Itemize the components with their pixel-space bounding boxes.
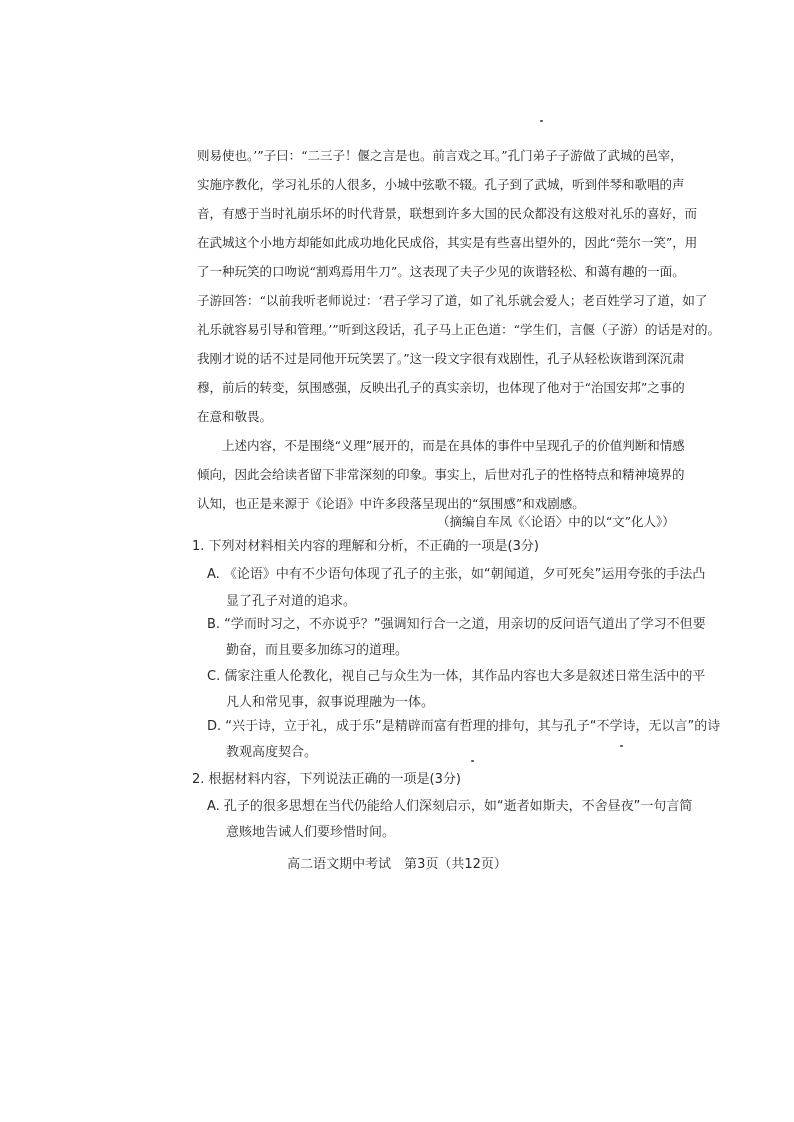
option-a-line-1: A. 孔子的很多思想在当代仍能给人们深刻启示，如“逝者如斯夫，不舍昼夜”一句言简: [207, 799, 693, 814]
passage-line: 实施序教化，学习礼乐的人很多，小城中弦歌不辍。孔子到了武城，听到伴琴和歌唱的声: [197, 177, 685, 192]
passage-line: 倾向，因此会给读者留下非常深刻的印象。事实上，后世对孔子的性格特点和精神境界的: [197, 467, 685, 482]
passage-line: 在意和敬畏。: [197, 409, 273, 424]
passage-line: 子游回答：“以前我听老师说过：‘君子学习了道，如了礼乐就会爱人；老百姓学习了道，如了: [197, 293, 708, 308]
source-citation: （摘编自车凤《〈论语〉中的以“文”化人》）: [437, 514, 675, 529]
question-stem: 2. 根据材料内容，下列说法正确的一项是(3分): [192, 772, 461, 787]
option-c-line-1: C. 儒家注重人伦教化，视自己与众生为一体，其作品内容也大多是叙述日常生活中的平: [207, 669, 706, 684]
passage-line: 我刚才说的话不过是同他开玩笑罢了。”这一段文字很有戏剧性，孔子从轻松诙谐到深沉肃: [197, 351, 685, 366]
scan-speck: [540, 120, 543, 122]
page-footer: 高二语文期中考试 第3页（共12页）: [287, 857, 507, 872]
passage-line: 上述内容，不是围绕“义理”展开的，而是在具体的事件中呈现孔子的价值判断和情感: [222, 438, 685, 453]
option-d-line-2: 教观高度契合。: [226, 745, 318, 760]
option-b-line-1: B. “学而时习之，不亦说乎？”强调知行合一之道，用亲切的反问语气道出了学习不但要: [207, 617, 706, 632]
passage-line: 认知，也正是来源于《论语》中许多段落呈现出的“氛围感”和戏剧感。: [197, 496, 585, 511]
question-stem: 1. 下列对材料相关内容的理解和分析，不正确的一项是(3分): [192, 539, 539, 554]
passage-line: 了一种玩笑的口吻说“割鸡焉用牛刀”。这表现了夫子少见的诙谐轻松、和蔼有趣的一面。: [197, 264, 685, 279]
passage-line: 礼乐就容易引导和管理。’”听到这段话，孔子马上正色道：“学生们，言偃（子游）的话是对的。: [197, 322, 721, 337]
passage-line: 在武城这个小地方却能如此成功地化民成俗，其实是有些喜出望外的，因此“莞尔一笑”，用: [197, 235, 698, 250]
option-c-line-2: 凡人和常见事，叙事说理融为一体。: [226, 695, 435, 710]
passage-line: 则易使也。’”子曰：“二三子！偃之言是也。前言戏之耳。”孔门弟子子游做了武城的邑宰，: [197, 148, 683, 163]
scan-speck: [471, 760, 474, 762]
option-a-line-2: 显了孔子对道的追求。: [226, 594, 357, 609]
passage-line: 音，有感于当时礼崩乐坏的时代背景，联想到许多大国的民众都没有这般对礼乐的喜好，而: [197, 206, 698, 221]
option-a-line-2: 意赅地告诫人们要珍惜时间。: [226, 825, 396, 840]
option-b-line-2: 勤奋，而且要多加练习的道理。: [226, 643, 409, 658]
option-d-line-1: D. “兴于诗，立于礼，成于乐”是精辟而富有哲理的排句，其与孔子“不学诗，无以言”的诗: [207, 719, 721, 734]
option-a-line-1: A. 《论语》中有不少语句体现了孔子的主张，如“朝闻道，夕可死矣”运用夸张的手法凸: [207, 567, 706, 582]
passage-line: 穆，前后的转变，氛围感强，反映出孔子的真实亲切，也体现了他对于“治国安邦”之事的: [197, 380, 685, 395]
scan-speck: [620, 745, 623, 747]
